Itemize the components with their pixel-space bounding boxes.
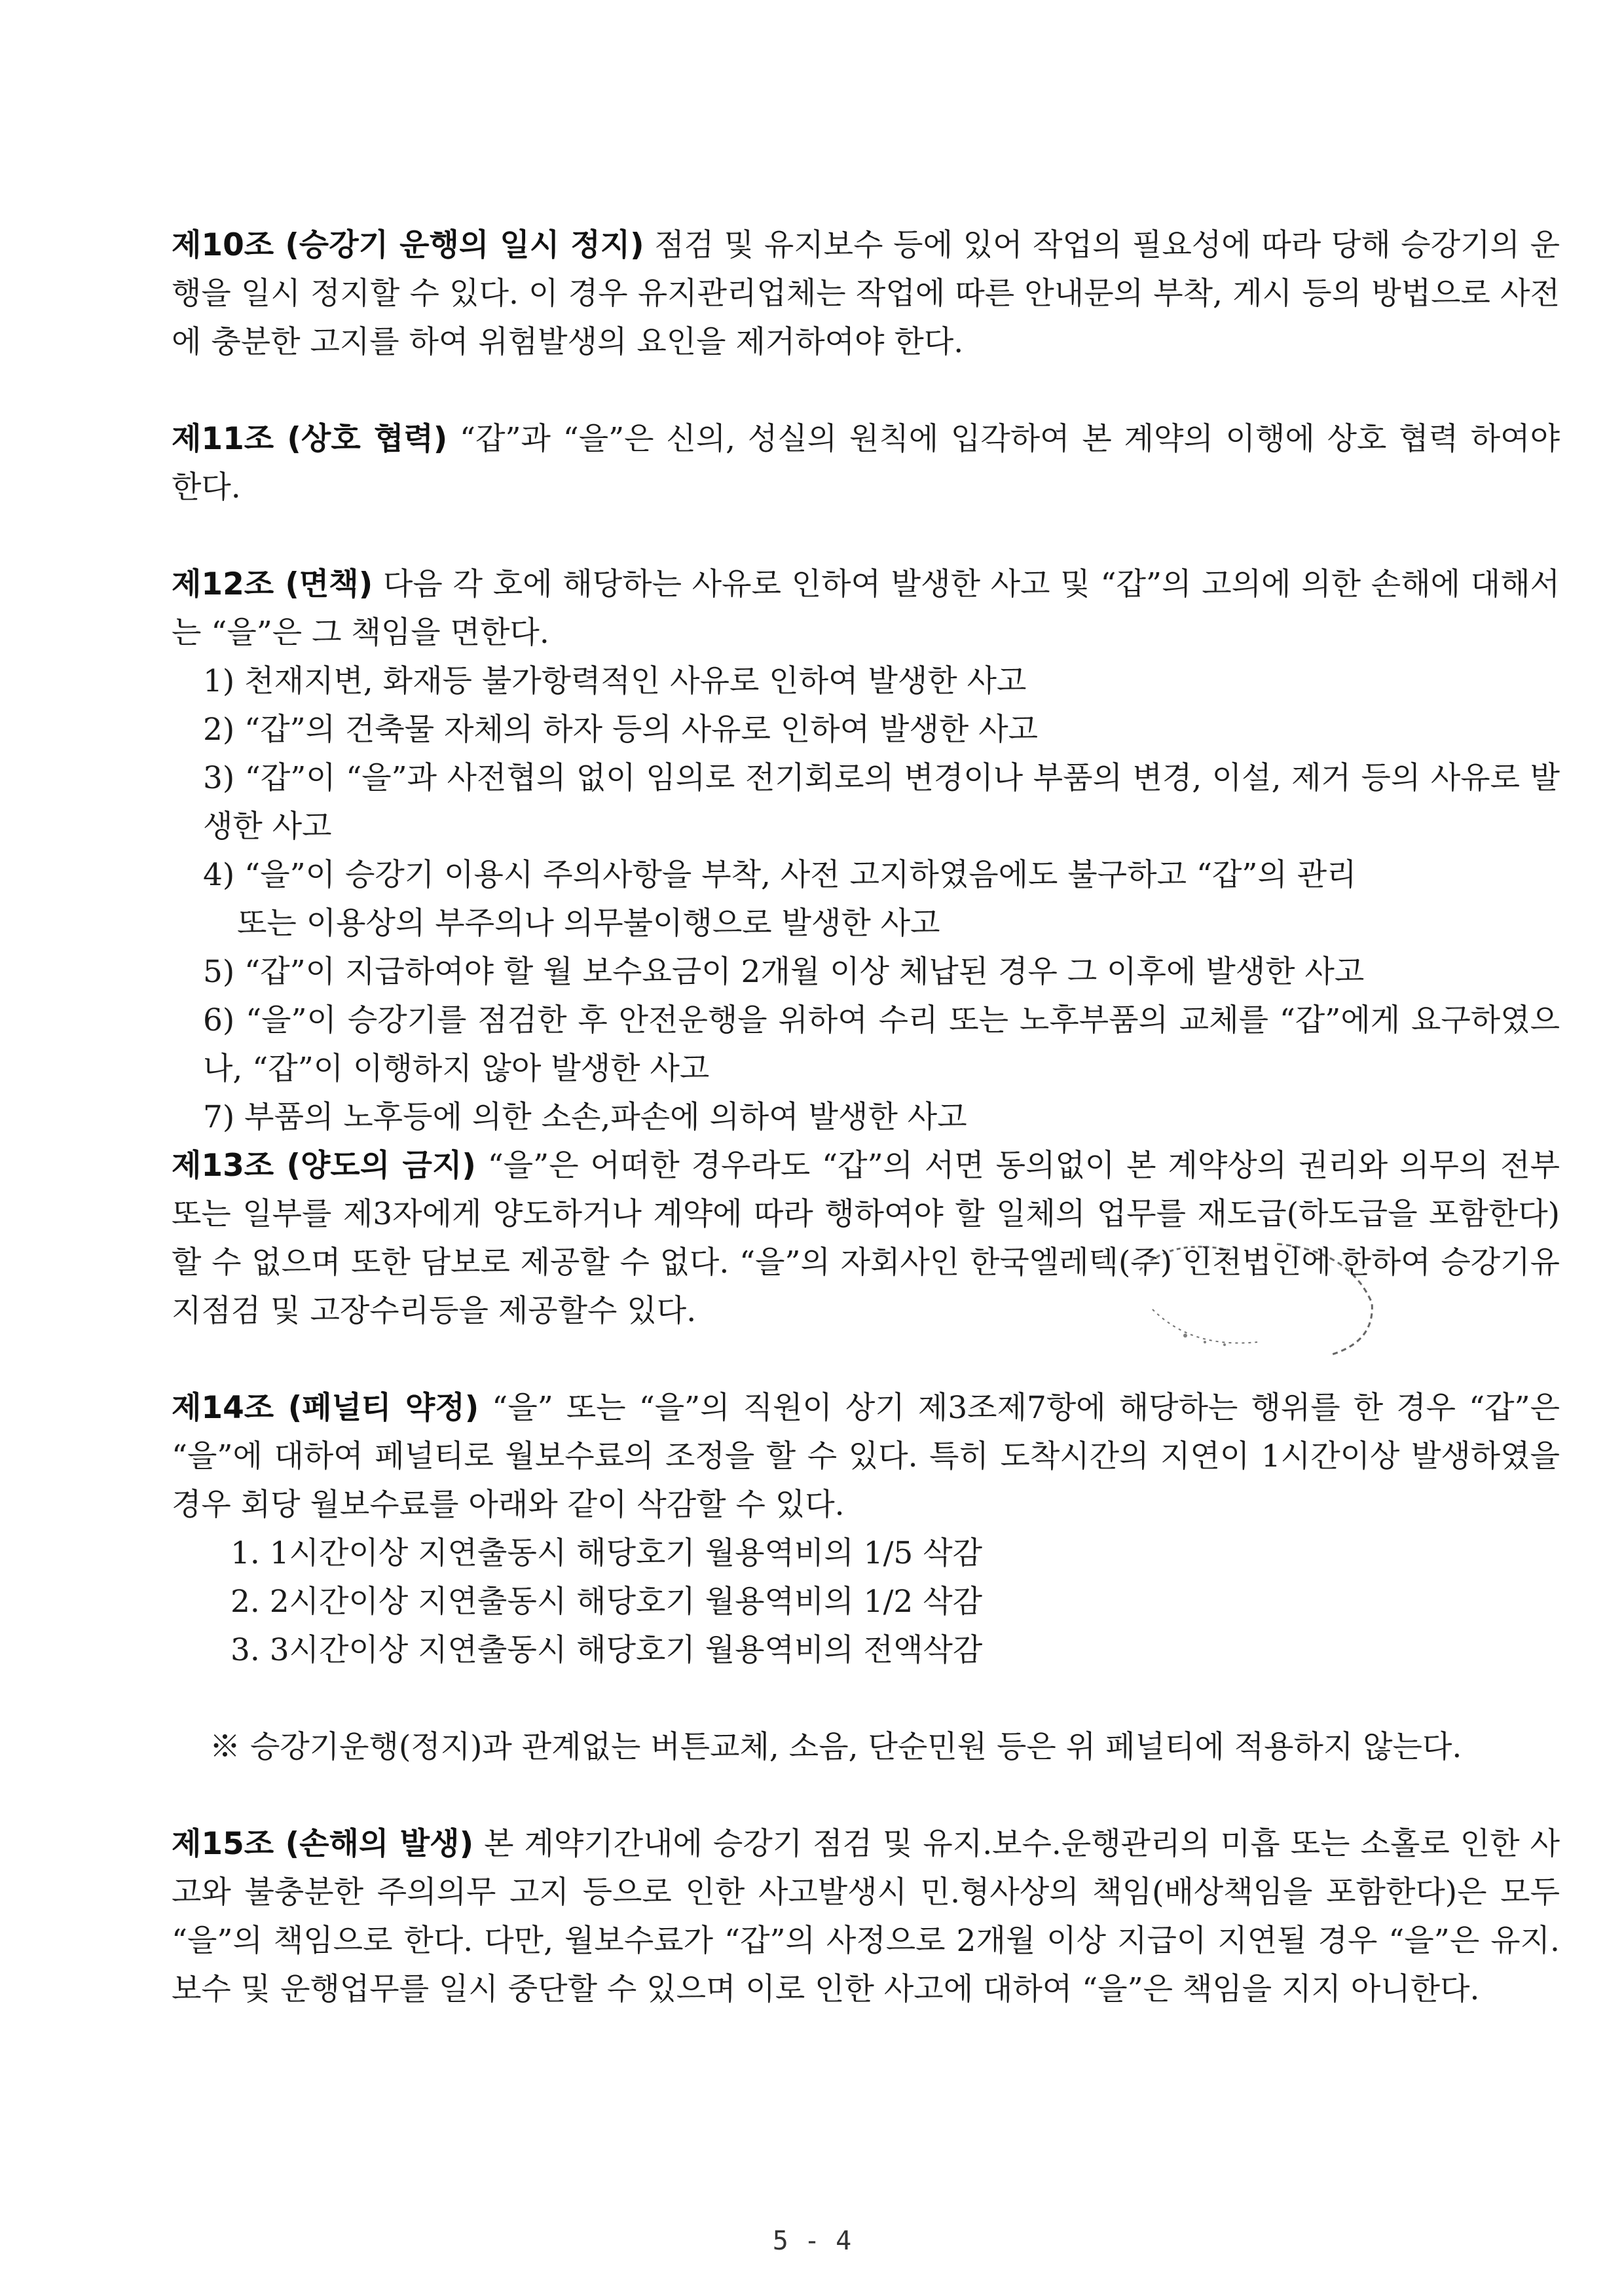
article-12-heading: 제12조 (면책) [172,566,373,602]
article-12-item-6: 6) “을”이 승강기를 점검한 후 안전운행을 위하여 수리 또는 노후부품의 교체를 “갑”에게 요구하였으나, “갑”이 이행하지 않아 발생한 사고 [203,1002,1560,1087]
article-10-heading: 제10조 (승강기 운행의 일시 정지) [172,227,644,263]
article-15 [172,1820,1560,2014]
article-14-heading: 제14조 (페널티 약정) [172,1390,479,1426]
article-12-text: 다음 각 호에 해당하는 사유로 인하여 발생한 사고 및 “갑”의 고의에 의한 손해에 대해서는 “을”은 그 책임을 면한다. [172,566,1560,651]
article-10 [172,221,1560,367]
article-14-item-1: 1. 1시간이상 지연출동시 해당호기 월용역비의 1/5 삭감 [231,1535,983,1571]
article-13-text: “을”은 어떠한 경우라도 “갑”의 서면 동의없이 본 계약상의 권리와 의무의 전부 또는 일부를 제3자에게 양도하거나 계약에 따라 행하여야 할 일체의 업무를 재도급(하도급을 포함한다) 할 수 없으며 또한 담보로 제공할 수 없다. “을”의 자회사인 한국엘레텍(주) 인천법인에 한하여 승강기유지점검 및 고장수리등을 제공할수 있다. [172,1148,1560,1329]
article-14-note: ※ 승강기운행(정지)과 관계없는 버튼교체, 소음, 단순민원 등은 위 페널티에 적용하지 않는다. [210,1729,1462,1765]
article-12-item-4-continued: 또는 이용상의 부주의나 의무불이행으로 발생한 사고 [237,905,940,941]
article-10-text: 점검 및 유지보수 등에 있어 작업의 필요성에 따라 당해 승강기의 운행을 일시 정지할 수 있다. 이 경우 유지관리업체는 작업에 따른 안내문의 부착, 게시 등의 방법으로 사전에 충분한 고지를 하여 위험발생의 요인을 제거하여야 한다. [172,227,1560,360]
article-12-item-7: 7) 부품의 노후등에 의한 소손,파손에 의하여 발생한 사고 [203,1099,967,1135]
contract-body [172,221,1560,2014]
article-11-text: “갑”과 “을”은 신의, 성실의 원칙에 입각하여 본 계약의 이행에 상호 협력 하여야 한다. [172,421,1560,505]
article-12-item-3: 3) “갑”이 “을”과 사전협의 없이 임의로 전기회로의 변경이나 부품의 변경, 이설, 제거 등의 사유로 발생한 사고 [203,760,1560,845]
article-11-heading: 제11조 (상호 협력) [172,421,448,457]
article-12-item-1: 1) 천재지변, 화재등 불가항력적인 사유로 인하여 발생한 사고 [203,663,1027,699]
article-12-item-5: 5) “갑”이 지급하여야 할 월 보수요금이 2개월 이상 체납된 경우 그 이후에 발생한 사고 [203,954,1365,990]
article-14-item-2: 2. 2시간이상 지연출동시 해당호기 월용역비의 1/2 삭감 [231,1584,983,1620]
article-12-item-4: 4) “을”이 승강기 이용시 주의사항을 부착, 사전 고지하였음에도 불구하고 “갑”의 관리 [203,857,1357,893]
article-15-text: 본 계약기간내에 승강기 점검 및 유지.보수.운행관리의 미흡 또는 소홀로 인한 사고와 불충분한 주의의무 고지 등으로 인한 사고발생시 민.형사상의 책임(배상책임을 포함한다)은 모두 “을”의 책임으로 한다. 다만, 월보수료가 “갑”의 사정으로 2개월 이상 지급이 지연될 경우 “을”은 유지.보수 및 운행업무를 일시 중단할 수 있으며 이로 인한 사고에 대하여 “을”은 책임을 지지 아니한다. [172,1826,1560,2007]
article-12-item-2: 2) “갑”의 건축물 자체의 하자 등의 사유로 인하여 발생한 사고 [203,712,1038,748]
article-14 [172,1384,1560,1529]
article-12 [172,560,1560,657]
article-13-heading: 제13조 (양도의 금지) [172,1148,476,1184]
article-13 [172,1142,1560,1336]
article-14-text: “을” 또는 “을”의 직원이 상기 제3조제7항에 해당하는 행위를 한 경우 “갑”은 “을”에 대하여 페널티로 월보수료의 조정을 할 수 있다. 특히 도착시간의 지연이 1시간이상 발생하였을 경우 회당 월보수료를 아래와 같이 삭감할 수 있다. [172,1390,1560,1523]
page-number: 5 - 4 [772,2226,852,2256]
article-15-heading: 제15조 (손해의 발생) [172,1826,474,1862]
article-11 [172,415,1560,512]
article-14-item-3: 3. 3시간이상 지연출동시 해당호기 월용역비의 전액삭감 [231,1632,983,1668]
